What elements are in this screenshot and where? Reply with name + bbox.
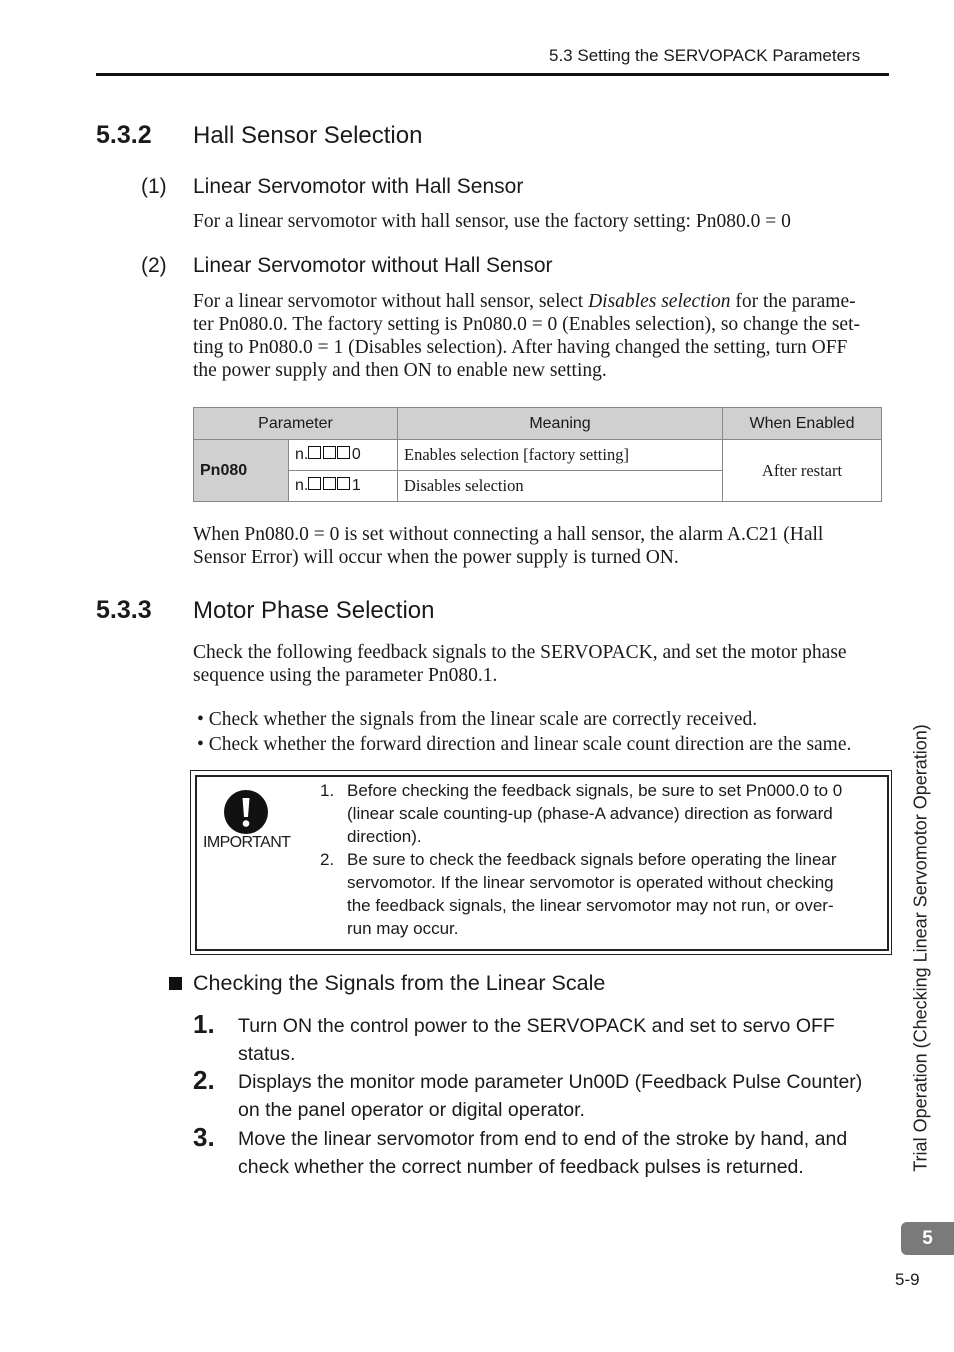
param-code: n. 1 xyxy=(289,471,398,502)
emphasis: Disables selection xyxy=(588,291,731,312)
step-text: Turn ON the control power to the SERVOPACK and set to servo OFF status. xyxy=(238,1015,835,1065)
paragraph: Check the following feedback signals to the SERVOPACK, and set the motor phase sequence using the parameter Pn080.1. xyxy=(193,642,847,686)
section-number: 5.3.2 xyxy=(96,121,152,149)
param-name: Pn080 xyxy=(194,440,289,502)
exclamation-icon xyxy=(224,790,268,834)
placeholder-digit-box xyxy=(337,477,350,490)
table-header: Meaning xyxy=(398,408,723,440)
list-item: • Check whether the signals from the linear scale are correctly received. xyxy=(197,709,758,730)
step-number: 1. xyxy=(193,1009,215,1039)
important-list xyxy=(320,779,880,940)
paragraph: For a linear servomotor without hall sensor, select Disables selection for the parame- ter Pn080.0. The factory setting is Pn080.0 = 0 (Enables selection), so change the set- ting to Pn080.0 = 1 (Disables selection). After having changed the setting, turn OFF the power supply and then ON to enable new setting. xyxy=(193,291,860,381)
section-title: Hall Sensor Selection xyxy=(193,122,423,149)
list-item: 2. Be sure to check the feedback signals before operating the linear servomotor. If the linear servomotor is operated without checking the feedback signals, the linear servomotor may not run, or over- run may occur. xyxy=(320,850,837,938)
section-number: 5.3.3 xyxy=(96,596,152,624)
list-item: • Check whether the forward direction and linear scale count direction are the same. xyxy=(197,734,852,755)
page-number: 5-9 xyxy=(895,1270,920,1289)
important-label: IMPORTANT xyxy=(203,834,291,851)
subsection-title: Linear Servomotor with Hall Sensor xyxy=(193,175,524,198)
placeholder-digit-box xyxy=(323,446,336,459)
list-item: 1. Before checking the feedback signals, be sure to set Pn000.0 to 0 (linear scale counting-up (phase-A advance) direction as forward direction). xyxy=(320,781,843,846)
subsection-number: (1) xyxy=(141,175,167,198)
table-row xyxy=(194,440,882,471)
when-enabled: After restart xyxy=(723,440,882,502)
parameter-table xyxy=(193,407,882,502)
table-header: When Enabled xyxy=(723,408,882,440)
placeholder-digit-box xyxy=(323,477,336,490)
chapter-side-title: Trial Operation (Checking Linear Servomotor Operation) xyxy=(910,724,931,1172)
param-code: n. 0 xyxy=(289,440,398,471)
param-meaning: Disables selection xyxy=(398,471,723,502)
paragraph: For a linear servomotor with hall sensor, use the factory setting: Pn080.0 = 0 xyxy=(193,211,791,232)
step-text: Displays the monitor mode parameter Un00D (Feedback Pulse Counter) on the panel operator or digital operator. xyxy=(238,1071,863,1121)
step-number: 3. xyxy=(193,1122,215,1152)
square-bullet-icon xyxy=(169,977,182,990)
section-title: Motor Phase Selection xyxy=(193,597,435,624)
subheading: Checking the Signals from the Linear Scale xyxy=(193,971,606,995)
param-meaning: Enables selection [factory setting] xyxy=(398,440,723,471)
placeholder-digit-box xyxy=(308,446,321,459)
subsection-title: Linear Servomotor without Hall Sensor xyxy=(193,254,553,277)
chapter-tab: 5 xyxy=(901,1222,954,1255)
step-number: 2. xyxy=(193,1065,215,1095)
header-rule xyxy=(96,73,889,76)
paragraph: When Pn080.0 = 0 is set without connecting a hall sensor, the alarm A.C21 (Hall Sensor Error) will occur when the power supply is turned ON. xyxy=(193,524,824,568)
placeholder-digit-box xyxy=(308,477,321,490)
step-text: Move the linear servomotor from end to end of the stroke by hand, and check whether the correct number of feedback pulses is returned. xyxy=(238,1128,848,1178)
subsection-number: (2) xyxy=(141,254,167,277)
table-header: Parameter xyxy=(194,408,398,440)
running-header: 5.3 Setting the SERVOPACK Parameters xyxy=(549,46,861,65)
placeholder-digit-box xyxy=(337,446,350,459)
